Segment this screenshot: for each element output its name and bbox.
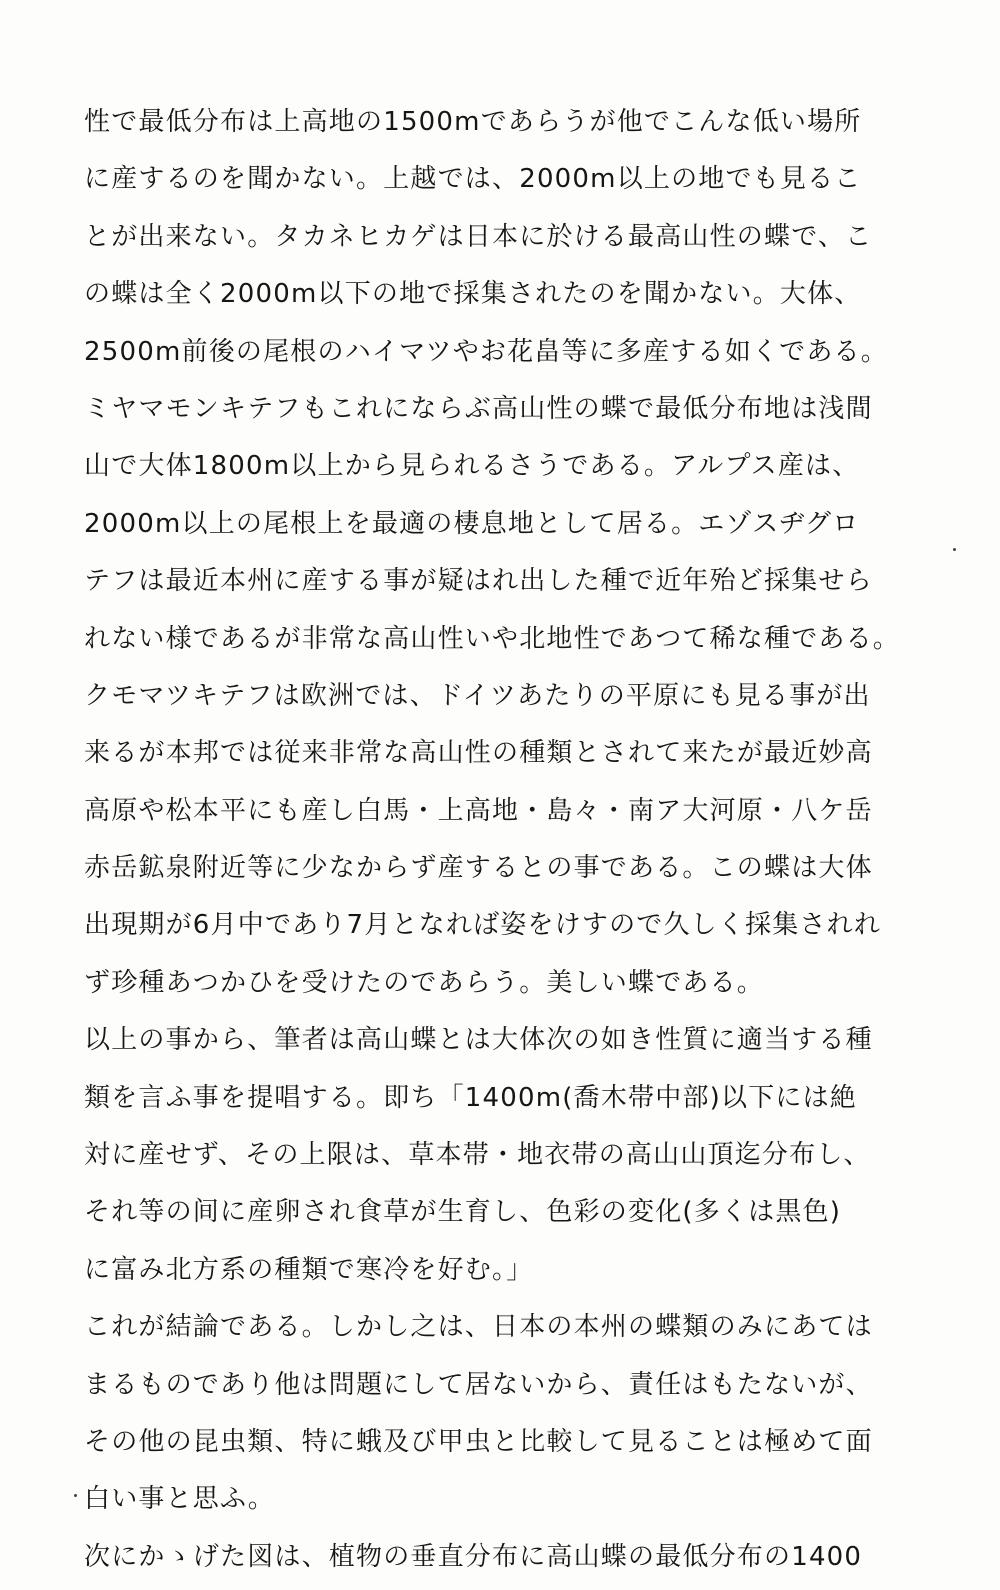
- text-line: 来るが本邦では従来非常な高山性の種類とされて来たが最近妙高: [84, 738, 873, 769]
- text-line: 白い事と思ふ。: [84, 1484, 275, 1515]
- body-text: [84, 94, 934, 1586]
- text-line: 性で最低分布は上高地の1500mであらうが他でこんな低い場所: [84, 107, 862, 137]
- text-line: 2000m以上の尾根上を最適の棲息地として居る。エゾスヂグロ: [84, 508, 860, 539]
- text-line: テフは最近本州に産する事が疑はれ出した種で近年殆ど採集せら: [84, 566, 873, 597]
- text-line: に富み北方系の種類で寒冷を好む。」: [84, 1254, 534, 1285]
- text-line: クモマツキテフは欧洲では、ドイツあたりの平原にも見る事が出: [84, 680, 871, 711]
- text-line: その他の昆虫類、特に蛾及び甲虫と比較して見ることは極めて面: [84, 1426, 873, 1457]
- paper-speck: [74, 1494, 77, 1497]
- text-line: 以上の事から、筆者は高山蝶とは大体次の如き性質に適当する種: [84, 1025, 873, 1056]
- text-line: 山で大体1800m以上から見られるさうである。アルプス産は、: [84, 451, 860, 482]
- text-line: ミヤマモンキテフもこれにならぶ高山性の蝶で最低分布地は浅間: [84, 393, 873, 424]
- text-line: に産するのを聞かない。上越では、2000m以上の地でも見るこ: [84, 164, 862, 195]
- text-line: 対に産せず、その上限は、草本帯・地衣帯の高山山頂迄分布し、: [84, 1140, 871, 1171]
- text-line: 次にかゝげた図は、植物の垂直分布に高山蝶の最低分布の1400: [84, 1541, 863, 1572]
- text-line: これが結論である。しかし之は、日本の本州の蝶類のみにあては: [84, 1312, 873, 1343]
- paper-speck: [953, 548, 956, 551]
- text-line: 2500m前後の尾根のハイマツやお花畠等に多産する如くである。: [84, 336, 888, 367]
- text-line: 赤岳鉱泉附近等に少なからず産するとの事である。この蝶は大体: [84, 853, 873, 884]
- text-line: まるものであり他は問題にして居ないから、責任はもたないが、: [84, 1369, 873, 1400]
- text-line: とが出来ない。タカネヒカゲは日本に於ける最高山性の蝶で、こ: [84, 221, 873, 252]
- text-line: それ等の间に産卵され食草が生育し、色彩の変化(多くは黒色): [84, 1197, 842, 1228]
- text-line: れない様であるが非常な高山性いや北地性であつて稀な種である。: [84, 623, 901, 654]
- text-line: 出現期が6月中であり7月となれば姿をけすので久しく採集されれ: [84, 910, 882, 941]
- text-line: 類を言ふ事を提唱する。即ち「1400m(喬木帯中部)以下には絶: [84, 1082, 857, 1113]
- text-line: の蝶は全く2000m以下の地で採集されたのを聞かない。大体、: [84, 279, 862, 310]
- text-line: 高原や松本平にも産し白馬・上高地・島々・南ア大河原・八ケ岳: [84, 795, 873, 826]
- text-line: ず珍種あつかひを受けたのであらう。美しい蝶である。: [84, 967, 765, 998]
